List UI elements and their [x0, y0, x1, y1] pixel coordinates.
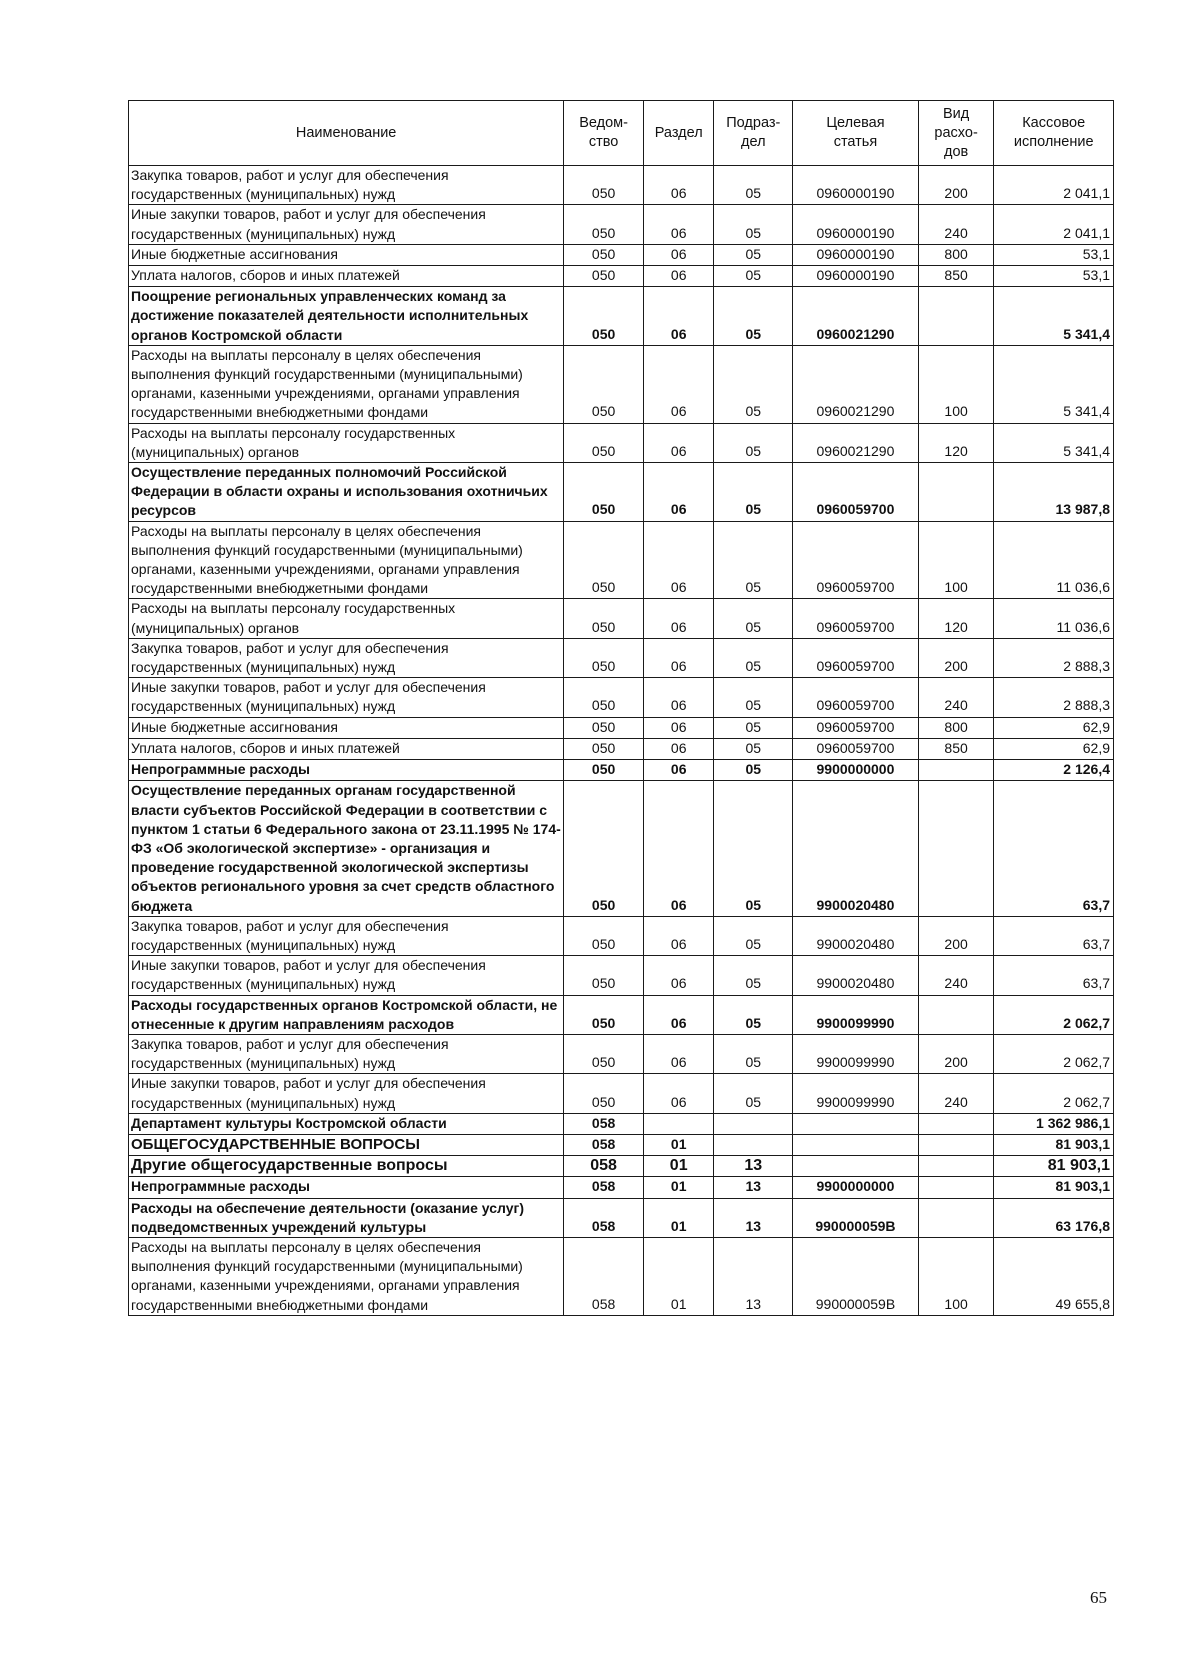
table-row — [129, 599, 1114, 638]
cell-name: Расходы на выплаты персоналу в целях обеспечения выполнения функций государственными (муниципальными) органами, казенными учреждениями, органами управления государственными внебюджетными фондами — [129, 345, 564, 423]
cell-celevaya-statya — [793, 1113, 919, 1134]
cell-vedomstvo: 050 — [564, 166, 644, 205]
cell-celevaya-statya: 0960021290 — [793, 345, 919, 423]
cell-vid-rashodov — [918, 1113, 994, 1134]
cell-razdel: 06 — [643, 638, 714, 677]
cell-razdel: 06 — [643, 521, 714, 599]
header-vid-rashodov: Вид расхо- дов — [918, 101, 994, 166]
table-row — [129, 760, 1114, 781]
cell-podrazdel: 05 — [714, 781, 793, 916]
cell-name: Непрограммные расходы — [129, 1177, 564, 1198]
cell-vid-rashodov — [918, 781, 994, 916]
cell-razdel: 01 — [643, 1156, 714, 1177]
cell-vedomstvo: 050 — [564, 738, 644, 759]
cell-vedomstvo: 050 — [564, 678, 644, 717]
cell-podrazdel: 05 — [714, 205, 793, 244]
cell-vedomstvo: 050 — [564, 521, 644, 599]
cell-vedomstvo: 058 — [564, 1198, 644, 1237]
cell-podrazdel: 13 — [714, 1177, 793, 1198]
cell-razdel: 01 — [643, 1198, 714, 1237]
page-number: 65 — [1090, 1588, 1107, 1607]
cell-vid-rashodov — [918, 287, 994, 346]
table-row — [129, 1237, 1114, 1315]
cell-podrazdel: 05 — [714, 678, 793, 717]
header-kassovoe-ispolnenie: Кассовое исполнение — [994, 101, 1114, 166]
cell-podrazdel: 05 — [714, 521, 793, 599]
cell-name: Закупка товаров, работ и услуг для обеспечения государственных (муниципальных) нужд — [129, 638, 564, 677]
table-row — [129, 1198, 1114, 1237]
cell-vedomstvo: 058 — [564, 1237, 644, 1315]
cell-celevaya-statya: 9900020480 — [793, 781, 919, 916]
cell-podrazdel: 05 — [714, 423, 793, 462]
cell-vid-rashodov — [918, 1134, 994, 1155]
cell-kassovoe-ispolnenie: 2 041,1 — [994, 205, 1114, 244]
cell-celevaya-statya: 0960059700 — [793, 599, 919, 638]
cell-podrazdel: 05 — [714, 916, 793, 955]
budget-table — [128, 100, 1114, 1316]
cell-celevaya-statya: 0960059700 — [793, 738, 919, 759]
cell-vid-rashodov: 800 — [918, 717, 994, 738]
cell-kassovoe-ispolnenie: 2 888,3 — [994, 638, 1114, 677]
table-row — [129, 287, 1114, 346]
cell-razdel: 06 — [643, 599, 714, 638]
cell-name: Иные бюджетные ассигнования — [129, 244, 564, 265]
cell-kassovoe-ispolnenie: 2 062,7 — [994, 995, 1114, 1034]
cell-celevaya-statya: 0960059700 — [793, 521, 919, 599]
cell-name: Непрограммные расходы — [129, 760, 564, 781]
table-row — [129, 1034, 1114, 1073]
cell-kassovoe-ispolnenie: 53,1 — [994, 266, 1114, 287]
cell-vid-rashodov: 200 — [918, 166, 994, 205]
cell-kassovoe-ispolnenie: 13 987,8 — [994, 463, 1114, 522]
cell-name: Закупка товаров, работ и услуг для обеспечения государственных (муниципальных) нужд — [129, 166, 564, 205]
cell-vid-rashodov: 200 — [918, 1034, 994, 1073]
cell-name: Осуществление переданных полномочий Российской Федерации в области охраны и использования охотничьих ресурсов — [129, 463, 564, 522]
cell-razdel: 06 — [643, 244, 714, 265]
cell-podrazdel: 05 — [714, 760, 793, 781]
cell-name: ОБЩЕГОСУДАРСТВЕННЫЕ ВОПРОСЫ — [129, 1134, 564, 1155]
cell-vedomstvo: 050 — [564, 760, 644, 781]
cell-kassovoe-ispolnenie: 5 341,4 — [994, 423, 1114, 462]
cell-vedomstvo: 050 — [564, 287, 644, 346]
cell-name: Иные закупки товаров, работ и услуг для обеспечения государственных (муниципальных) нужд — [129, 1074, 564, 1113]
table-row — [129, 345, 1114, 423]
cell-podrazdel: 05 — [714, 599, 793, 638]
cell-vid-rashodov: 240 — [918, 678, 994, 717]
cell-celevaya-statya: 9900020480 — [793, 956, 919, 995]
cell-vedomstvo: 058 — [564, 1156, 644, 1177]
cell-celevaya-statya: 9900000000 — [793, 760, 919, 781]
cell-name: Иные закупки товаров, работ и услуг для обеспечения государственных (муниципальных) нужд — [129, 678, 564, 717]
cell-vid-rashodov — [918, 760, 994, 781]
cell-vid-rashodov: 850 — [918, 266, 994, 287]
cell-kassovoe-ispolnenie: 63,7 — [994, 781, 1114, 916]
cell-kassovoe-ispolnenie: 63 176,8 — [994, 1198, 1114, 1237]
cell-vedomstvo: 050 — [564, 1034, 644, 1073]
cell-vedomstvo: 050 — [564, 599, 644, 638]
cell-kassovoe-ispolnenie: 11 036,6 — [994, 521, 1114, 599]
cell-vedomstvo: 050 — [564, 956, 644, 995]
cell-podrazdel: 05 — [714, 717, 793, 738]
cell-vedomstvo: 050 — [564, 638, 644, 677]
table-row — [129, 1156, 1114, 1177]
cell-name: Расходы на выплаты персоналу в целях обеспечения выполнения функций государственными (муниципальными) органами, казенными учреждениями, органами управления государственными внебюджетными фондами — [129, 521, 564, 599]
table-row — [129, 266, 1114, 287]
header-celevaya-statya: Целевая статья — [793, 101, 919, 166]
table-row — [129, 638, 1114, 677]
table-row — [129, 1134, 1114, 1155]
cell-vedomstvo: 050 — [564, 205, 644, 244]
cell-celevaya-statya: 990000059В — [793, 1198, 919, 1237]
cell-vedomstvo: 058 — [564, 1177, 644, 1198]
cell-name: Расходы на выплаты персоналу в целях обеспечения выполнения функций государственными (муниципальными) органами, казенными учреждениями, органами управления государственными внебюджетными фондами — [129, 1237, 564, 1315]
cell-podrazdel: 05 — [714, 738, 793, 759]
cell-podrazdel: 05 — [714, 1074, 793, 1113]
table-row — [129, 1113, 1114, 1134]
cell-kassovoe-ispolnenie: 1 362 986,1 — [994, 1113, 1114, 1134]
cell-vid-rashodov — [918, 463, 994, 522]
cell-podrazdel: 05 — [714, 166, 793, 205]
cell-podrazdel: 05 — [714, 1034, 793, 1073]
cell-podrazdel: 05 — [714, 287, 793, 346]
cell-podrazdel: 05 — [714, 345, 793, 423]
cell-vedomstvo: 050 — [564, 266, 644, 287]
cell-name: Департамент культуры Костромской области — [129, 1113, 564, 1134]
cell-kassovoe-ispolnenie: 63,7 — [994, 916, 1114, 955]
cell-vedomstvo: 058 — [564, 1113, 644, 1134]
table-row — [129, 166, 1114, 205]
cell-razdel: 06 — [643, 916, 714, 955]
cell-celevaya-statya: 0960021290 — [793, 423, 919, 462]
cell-kassovoe-ispolnenie: 2 062,7 — [994, 1074, 1114, 1113]
cell-vid-rashodov: 850 — [918, 738, 994, 759]
cell-podrazdel: 05 — [714, 956, 793, 995]
cell-name: Поощрение региональных управленческих команд за достижение показателей деятельности исполнительных органов Костромской области — [129, 287, 564, 346]
cell-podrazdel: 05 — [714, 995, 793, 1034]
cell-kassovoe-ispolnenie: 2 062,7 — [994, 1034, 1114, 1073]
cell-celevaya-statya: 0960000190 — [793, 205, 919, 244]
cell-vid-rashodov: 120 — [918, 423, 994, 462]
cell-razdel: 06 — [643, 266, 714, 287]
table-row — [129, 423, 1114, 462]
cell-celevaya-statya — [793, 1134, 919, 1155]
cell-kassovoe-ispolnenie: 81 903,1 — [994, 1177, 1114, 1198]
cell-vid-rashodov — [918, 1156, 994, 1177]
table-row — [129, 717, 1114, 738]
table-row — [129, 956, 1114, 995]
cell-razdel: 06 — [643, 781, 714, 916]
cell-razdel: 01 — [643, 1134, 714, 1155]
cell-name: Осуществление переданных органам государственной власти субъектов Российской Федерации в соответствии с пунктом 1 статьи 6 Федерального закона от 23.11.1995 № 174-ФЗ «Об экологической экспертизе» - организация и проведение государственной экологической экспертизы объектов регионального уровня за счет средств областного бюджета — [129, 781, 564, 916]
table-row — [129, 1074, 1114, 1113]
table-row — [129, 1177, 1114, 1198]
cell-name: Расходы на обеспечение деятельности (оказание услуг) подведомственных учреждений культуры — [129, 1198, 564, 1237]
table-row — [129, 995, 1114, 1034]
cell-razdel: 06 — [643, 166, 714, 205]
cell-name: Иные закупки товаров, работ и услуг для обеспечения государственных (муниципальных) нужд — [129, 956, 564, 995]
cell-podrazdel: 05 — [714, 638, 793, 677]
cell-celevaya-statya: 9900000000 — [793, 1177, 919, 1198]
cell-vedomstvo: 050 — [564, 916, 644, 955]
cell-celevaya-statya: 0960000190 — [793, 244, 919, 265]
cell-razdel: 06 — [643, 423, 714, 462]
cell-vid-rashodov: 200 — [918, 916, 994, 955]
cell-celevaya-statya: 0960059700 — [793, 717, 919, 738]
cell-kassovoe-ispolnenie: 2 888,3 — [994, 678, 1114, 717]
cell-celevaya-statya: 9900099990 — [793, 995, 919, 1034]
cell-razdel: 06 — [643, 463, 714, 522]
cell-podrazdel: 05 — [714, 463, 793, 522]
cell-vid-rashodov — [918, 1177, 994, 1198]
cell-razdel: 06 — [643, 717, 714, 738]
cell-razdel: 01 — [643, 1237, 714, 1315]
cell-vid-rashodov: 240 — [918, 205, 994, 244]
table-row — [129, 738, 1114, 759]
table-body — [129, 166, 1114, 1316]
header-name: Наименование — [129, 101, 564, 166]
cell-celevaya-statya: 0960021290 — [793, 287, 919, 346]
cell-celevaya-statya — [793, 1156, 919, 1177]
cell-vid-rashodov — [918, 1198, 994, 1237]
cell-vid-rashodov: 100 — [918, 1237, 994, 1315]
cell-vid-rashodov: 800 — [918, 244, 994, 265]
table-row — [129, 205, 1114, 244]
cell-name: Расходы на выплаты персоналу государственных (муниципальных) органов — [129, 599, 564, 638]
cell-razdel: 06 — [643, 760, 714, 781]
cell-vedomstvo: 050 — [564, 463, 644, 522]
cell-celevaya-statya: 9900020480 — [793, 916, 919, 955]
cell-name: Уплата налогов, сборов и иных платежей — [129, 266, 564, 287]
cell-name: Уплата налогов, сборов и иных платежей — [129, 738, 564, 759]
header-razdel: Раздел — [643, 101, 714, 166]
cell-vedomstvo: 050 — [564, 345, 644, 423]
cell-podrazdel — [714, 1113, 793, 1134]
cell-name: Закупка товаров, работ и услуг для обеспечения государственных (муниципальных) нужд — [129, 1034, 564, 1073]
cell-kassovoe-ispolnenie: 81 903,1 — [994, 1156, 1114, 1177]
cell-vedomstvo: 050 — [564, 995, 644, 1034]
cell-podrazdel: 13 — [714, 1156, 793, 1177]
cell-podrazdel — [714, 1134, 793, 1155]
cell-podrazdel: 13 — [714, 1237, 793, 1315]
cell-kassovoe-ispolnenie: 53,1 — [994, 244, 1114, 265]
cell-podrazdel: 13 — [714, 1198, 793, 1237]
cell-kassovoe-ispolnenie: 62,9 — [994, 738, 1114, 759]
header-podrazdel: Подраз- дел — [714, 101, 793, 166]
cell-razdel: 06 — [643, 345, 714, 423]
table-row — [129, 781, 1114, 916]
cell-name: Иные бюджетные ассигнования — [129, 717, 564, 738]
cell-vid-rashodov: 100 — [918, 345, 994, 423]
cell-celevaya-statya: 9900099990 — [793, 1074, 919, 1113]
table-row — [129, 521, 1114, 599]
table-row — [129, 244, 1114, 265]
table-row — [129, 463, 1114, 522]
cell-razdel: 06 — [643, 956, 714, 995]
cell-kassovoe-ispolnenie: 63,7 — [994, 956, 1114, 995]
cell-vedomstvo: 050 — [564, 717, 644, 738]
cell-podrazdel: 05 — [714, 244, 793, 265]
cell-razdel: 06 — [643, 678, 714, 717]
cell-kassovoe-ispolnenie: 11 036,6 — [994, 599, 1114, 638]
cell-kassovoe-ispolnenie: 2 041,1 — [994, 166, 1114, 205]
cell-razdel: 06 — [643, 1034, 714, 1073]
cell-vid-rashodov: 240 — [918, 956, 994, 995]
cell-celevaya-statya: 0960059700 — [793, 463, 919, 522]
cell-kassovoe-ispolnenie: 5 341,4 — [994, 345, 1114, 423]
cell-name: Расходы государственных органов Костромской области, не отнесенные к другим направлениям расходов — [129, 995, 564, 1034]
table-row — [129, 916, 1114, 955]
cell-razdel: 06 — [643, 205, 714, 244]
cell-vid-rashodov: 240 — [918, 1074, 994, 1113]
cell-razdel: 06 — [643, 738, 714, 759]
cell-vedomstvo: 050 — [564, 1074, 644, 1113]
cell-vedomstvo: 050 — [564, 244, 644, 265]
cell-razdel: 06 — [643, 287, 714, 346]
cell-vid-rashodov: 120 — [918, 599, 994, 638]
cell-razdel — [643, 1113, 714, 1134]
cell-celevaya-statya: 0960059700 — [793, 678, 919, 717]
cell-vid-rashodov — [918, 995, 994, 1034]
cell-kassovoe-ispolnenie: 2 126,4 — [994, 760, 1114, 781]
cell-celevaya-statya: 0960059700 — [793, 638, 919, 677]
cell-kassovoe-ispolnenie: 49 655,8 — [994, 1237, 1114, 1315]
header-vedomstvo: Ведом- ство — [564, 101, 644, 166]
table-row — [129, 678, 1114, 717]
cell-kassovoe-ispolnenie: 5 341,4 — [994, 287, 1114, 346]
cell-celevaya-statya: 990000059В — [793, 1237, 919, 1315]
cell-celevaya-statya: 9900099990 — [793, 1034, 919, 1073]
cell-celevaya-statya: 0960000190 — [793, 166, 919, 205]
cell-podrazdel: 05 — [714, 266, 793, 287]
cell-kassovoe-ispolnenie: 62,9 — [994, 717, 1114, 738]
cell-name: Расходы на выплаты персоналу государственных (муниципальных) органов — [129, 423, 564, 462]
cell-vedomstvo: 050 — [564, 781, 644, 916]
cell-vid-rashodov: 200 — [918, 638, 994, 677]
cell-vedomstvo: 058 — [564, 1134, 644, 1155]
cell-vedomstvo: 050 — [564, 423, 644, 462]
cell-kassovoe-ispolnenie: 81 903,1 — [994, 1134, 1114, 1155]
cell-razdel: 01 — [643, 1177, 714, 1198]
cell-celevaya-statya: 0960000190 — [793, 266, 919, 287]
cell-razdel: 06 — [643, 1074, 714, 1113]
table-header-row — [129, 101, 1114, 166]
cell-name: Иные закупки товаров, работ и услуг для обеспечения государственных (муниципальных) нужд — [129, 205, 564, 244]
cell-vid-rashodov: 100 — [918, 521, 994, 599]
cell-name: Другие общегосударственные вопросы — [129, 1156, 564, 1177]
cell-razdel: 06 — [643, 995, 714, 1034]
cell-name: Закупка товаров, работ и услуг для обеспечения государственных (муниципальных) нужд — [129, 916, 564, 955]
